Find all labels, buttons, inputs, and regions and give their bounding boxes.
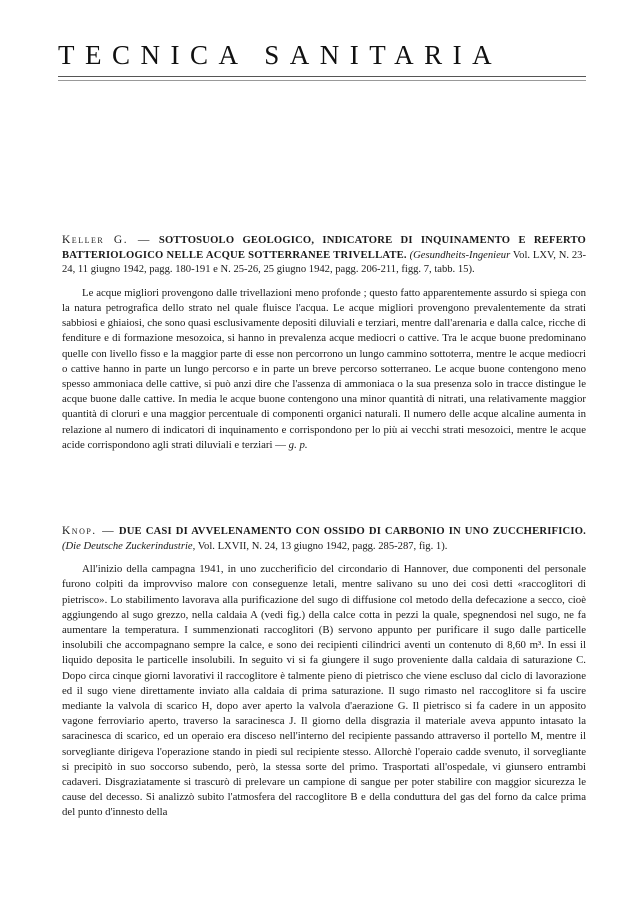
- article-signature: g. p.: [288, 438, 308, 451]
- article-knop: [62, 524, 586, 821]
- masthead-rule: [58, 76, 586, 77]
- article-body: [62, 286, 586, 453]
- article-text: Le acque migliori provengono dalle trivellazioni meno profonde ; questo fatto apparentemente assurdo si spiega con la natura petrografica dello strato nel quale fluisce l'acqua. Le acque migliori provengono prevalentemente da strati sabbiosi e ghiaiosi, che sono quasi esclusivamente depositi diluviali e terziari, mentre dall'arenaria e dalla calce, ricche di fenditure e di formazione mesozoica, si hanno in prevalenza acque mediocri o cattive. Tra le acque buone predominano quelle con livello fisso e la maggior parte di esse non percorrono un lungo cammino sottoterra, mentre le acque mediocri o cattive hanno in parte un lungo percorso e in parte un breve percorso sotterraneo. Le acque buone contengono meno spesso ammoniaca delle cattive, si può anzi dire che l'assenza di ammoniaca o la sua presenza solo in tracce distingue le acque buone dalle cattive. In media le acque buone contengono una minor quantità di nitrati, una relativamente maggior quantità di cloruri e una maggior percentuale di componenti organici naturali. Il numero delle acque alcaline aumenta in relazione al numero di indicatori di inquinamento e corrispondono per lo più ai vecchi strati mesozoici, mentre le acque acide corrispondono agli strati diluviali e terziari —: [62, 286, 586, 451]
- masthead-rule-thin: [58, 80, 586, 81]
- article-keller: [62, 233, 586, 453]
- article-title: DUE CASI DI AVVELENAMENTO CON OSSIDO DI CARBONIO IN UNO ZUCCHERIFICIO.: [118, 526, 586, 537]
- article-source: (Gesundheits-Ingenieur: [409, 249, 511, 261]
- article-heading: [62, 233, 586, 278]
- article-citation: Vol. LXV, N. 23-24, 11 giugno 1942, pagg. 180-191 e N. 25-26, 25 giugno 1942, pagg. 206-211, figg. 7, tabb. 15).: [62, 249, 586, 276]
- masthead-title: TECNICA SANITARIA: [58, 40, 503, 70]
- article-author: Keller G. —: [62, 234, 151, 246]
- article-citation: Vol. LXVII, N. 24, 13 giugno 1942, pagg. 285-287, fig. 1).: [197, 540, 448, 552]
- article-text: All'inizio della campagna 1941, in uno zuccherificio del circondario di Hannover, due componenti del personale furono colpiti da improvviso malore con conseguenze letali, mentre salivano su uno dei così detti «raccoglitori di pietrisco». Lo stabilimento lavorava alla purificazione del sugo di diffusione col metodo della defecazione a secco, cioè aggiungendo al sugo grezzo, nella caldaia A (vedi fig.) della calce cotta in pezzi la quale, spegnendosi nel sugo, ne fa aumentare la temperatura. I summenzionati raccoglitori (B) servono appunto per purificare il sugo dalle particelle insolubili che accompagnano sempre la calce, e sono dei recipienti cilindrici aventi un contenuto di 8,60 m³. In essi il liquido deposita le particelle insolubili. In seguito vi si fa giungere il sugo proveniente dalla caldaia di saturazione C. Dopo circa cinque giorni lavorativi il raccoglitore è talmente pieno di pietrisco che viene escluso dal ciclo di lavorazione ed il sugo viene direttamente inviato alla caldaia di prima saturazione. Il sugo rimasto nel raccoglitore si fa uscire mediante la valvola di scarico H, dopo aver aperto la valvola d'aerazione G. Il pietrisco si fa cadere in un apposito vagone ferroviario aperto, traverso la saracinesca J. Il giorno della disgrazia il materiale aveva appunto intasato la saracinesca di scarico, ed un operaio era disceso nell'interno del recipiente passando attraverso il portello M, mentre il sorvegliante dirigeva l'operazione stando in piedi sul recipiente stesso. Allorchè l'operaio cadde svenuto, il sorvegliante si precipitò in suo soccorso subendo, però, la stessa sorte del primo. Trasportati all'ospedale, vi giunsero entrambi cadaveri. Disgraziatamente si trascurò di prelevare un campione di sangue per poter stabilire con maggior sicurezza le cause del decesso. Si analizzò subito l'atmosfera del raccoglitore B e della conduttura del gas del forno da calce prima del punto d'innesto della: [62, 563, 586, 819]
- article-body: [62, 562, 586, 820]
- article-source: (Die Deutsche Zuckerindustrie,: [62, 540, 196, 552]
- article-author: Knop. —: [62, 525, 116, 537]
- article-title: SOTTOSUOLO GEOLOGICO, INDICATORE DI INQUINAMENTO E REFERTO BATTERIOLOGICO NELLE ACQUE SOTTERRANEE TRIVELLATE.: [62, 235, 586, 261]
- article-heading: [62, 524, 586, 554]
